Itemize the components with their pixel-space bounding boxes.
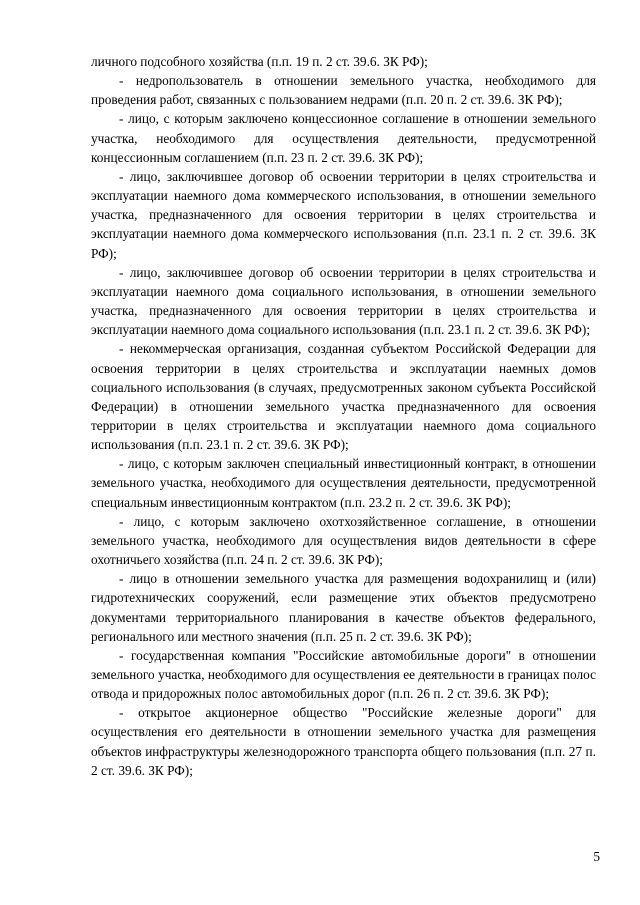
paragraph-russian-railways: - открытое акционерное общество "Российские железные дороги" для осуществления его деятельности в отношении земельного участка для размещения объектов инфраструктуры железнодорожного транспорта общего пользования (п.п. 27 п. 2 ст. 39.6. ЗК РФ); bbox=[91, 705, 596, 778]
page-number: 5 bbox=[593, 849, 600, 864]
paragraph-hunting-agreement: - лицо, с которым заключено охотхозяйственное соглашение, в отношении земельного участка, необходимого для осуществления видов деятельности в сфере охотничьего хозяйства (п.п. 24 п. 2 ст. 39.6. ЗК РФ); bbox=[91, 513, 596, 568]
paragraph-continuation: личного подсобного хозяйства (п.п. 19 п. 2 ст. 39.6. ЗК РФ); bbox=[91, 54, 428, 69]
paragraph-concession-agreement: - лицо, с которым заключено концессионное соглашение в отношении земельного участка, необходимого для осуществления деятельности, предусмотренной концессионным соглашением (п.п. 23 п. 2 ст. 39.6. ЗК РФ); bbox=[91, 111, 596, 165]
paragraph-reservoirs: - лицо в отношении земельного участка для размещения водохранилищ и (или) гидротехнических сооружений, если размещение этих объектов предусмотрено документами территориального планирования в качестве объектов федерального, регионального или местного значения (п.п. 25 п. 2 ст. 39.6. ЗК РФ); bbox=[91, 571, 596, 644]
paragraph-russian-highways: - государственная компания "Российские автомобильные дороги" в отношении земельного участка, необходимого для осуществления ее деятельности в границах полос отвода и придорожных полос автомобильных дорог (п.п. 26 п. 2 ст. 39.6. ЗК РФ); bbox=[91, 647, 596, 702]
paragraph-commercial-rental-house: - лицо, заключившее договор об освоении территории в целях строительства и эксплуатации наемного дома коммерческого использования, в отношении земельного участка, предназначенного для освоения территории в целях строительства и эксплуатации наемного дома коммерческого использования (п.п. 23.1 п. 2 ст. 39.6. ЗК РФ); bbox=[91, 168, 596, 261]
paragraph-subsoil-user: - недропользователь в отношении земельного участка, необходимого для проведения работ, связанных с пользованием недрами (п.п. 20 п. 2 ст. 39.6. ЗК РФ); bbox=[91, 73, 596, 108]
paragraph-social-rental-house: - лицо, заключившее договор об освоении территории в целях строительства и эксплуатации наемного дома социального использования, в отношении земельного участка, предназначенного для освоения территории в целях строительства и эксплуатации наемного дома социального использования (п.п. 23.1 п. 2 ст. 39.6. ЗК РФ); bbox=[91, 264, 596, 338]
paragraph-nonprofit-organization: - некоммерческая организация, созданная субъектом Российской Федерации для освоения территории в целях строительства и эксплуатации наемных домов социального использования (в случаях, предусмотренных законом субъекта Российской Федерации) в отношении земельного участка предназначенного для освоения территории в целях строительства и эксплуатации наемного дома социального использования (п.п. 23.1 п. 2 ст. 39.6. ЗК РФ); bbox=[91, 341, 596, 453]
document-body bbox=[91, 52, 596, 780]
paragraph-special-investment-contract: - лицо, с которым заключен специальный инвестиционный контракт, в отношении земельного участка, необходимого для осуществления деятельности, предусмотренной специальным инвестиционным контрактом (п.п. 23.2 п. 2 ст. 39.6. ЗК РФ); bbox=[91, 456, 596, 510]
